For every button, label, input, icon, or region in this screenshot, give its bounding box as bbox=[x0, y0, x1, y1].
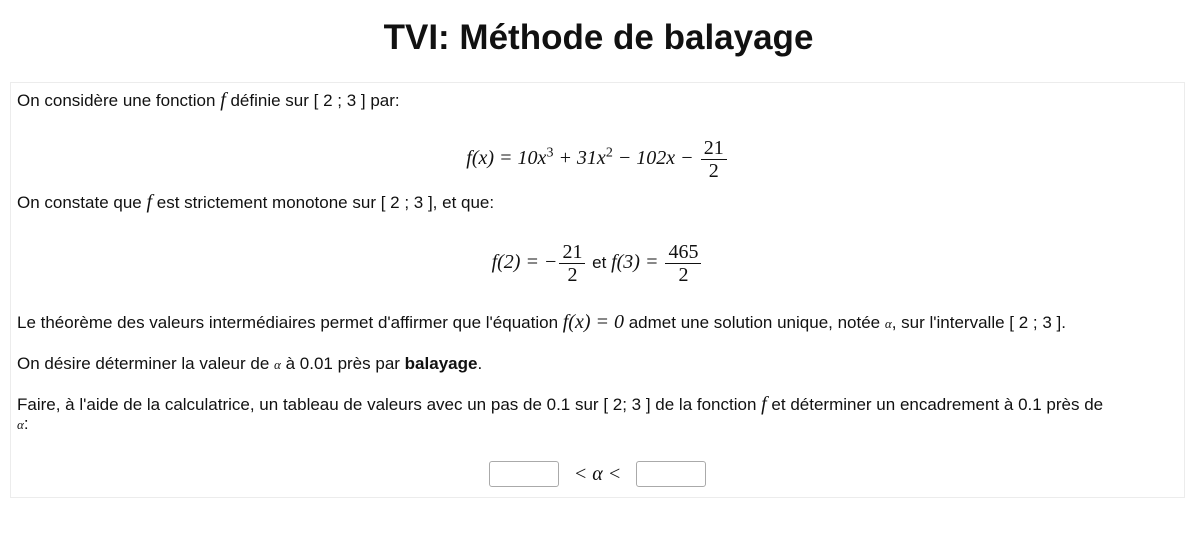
ivt-paragraph bbox=[17, 311, 1066, 335]
eq2-fraction-2-denominator: 2 bbox=[665, 263, 701, 286]
intro-text-after: définie sur [ 2 ; 3 ] par: bbox=[225, 91, 400, 110]
endpoint-values-equation bbox=[11, 241, 1184, 286]
intro-text-before: On considère une fonction bbox=[17, 91, 221, 110]
goal-text-before: On désire déterminer la valeur de bbox=[17, 354, 275, 373]
ivt-text-before: Le théorème des valeurs intermédiaires permet d'affirmer que l'équation bbox=[17, 313, 563, 332]
eq1-rest: − 102x − bbox=[612, 147, 694, 170]
lower-bound-input[interactable] bbox=[489, 461, 559, 487]
instruction-text-after: et déterminer un encadrement à 0.1 près de bbox=[766, 395, 1104, 414]
answer-row bbox=[11, 461, 1184, 487]
alpha-symbol: α bbox=[884, 316, 892, 331]
eq2-fraction-1-denominator: 2 bbox=[559, 263, 585, 286]
eq2-fraction-1-numerator: 21 bbox=[562, 241, 583, 263]
eq1-mid: + 31x bbox=[553, 147, 606, 170]
instruction-line2-after: : bbox=[23, 414, 29, 433]
eq2-fraction-1 bbox=[559, 241, 585, 286]
alpha-inequality: < α < bbox=[573, 462, 622, 485]
ivt-equation: f(x) = 0 bbox=[562, 311, 624, 333]
function-symbol: f bbox=[146, 191, 153, 213]
goal-bold-keyword: balayage bbox=[404, 354, 478, 373]
eq2-lhs-f2: f(2) = − bbox=[491, 251, 558, 274]
monotone-text-after: est strictement monotone sur [ 2 ; 3 ], et que: bbox=[152, 193, 495, 212]
goal-text-after: . bbox=[477, 354, 483, 373]
eq2-connector: et bbox=[587, 253, 612, 273]
monotone-paragraph bbox=[17, 191, 494, 214]
eq2-fraction-2 bbox=[665, 241, 701, 286]
instruction-paragraph-line2 bbox=[17, 413, 29, 436]
monotone-text-before: On constate que bbox=[17, 193, 147, 212]
eq2-fraction-2-numerator: 465 bbox=[668, 241, 699, 263]
ivt-text-middle: admet une solution unique, notée bbox=[624, 313, 885, 332]
intro-paragraph bbox=[17, 89, 400, 112]
eq1-exponent-3: 3 bbox=[546, 145, 554, 161]
eq1-lhs: f(x) = 10x bbox=[466, 147, 547, 170]
instruction-paragraph bbox=[17, 393, 1103, 416]
eq1-fraction-numerator: 21 bbox=[703, 137, 724, 159]
eq1-fraction-denominator: 2 bbox=[701, 159, 727, 182]
goal-paragraph bbox=[17, 353, 482, 376]
exercise-card bbox=[10, 82, 1185, 498]
upper-bound-input[interactable] bbox=[636, 461, 706, 487]
alpha-symbol: α bbox=[17, 417, 24, 432]
page-title: TVI: Méthode de balayage bbox=[383, 18, 814, 57]
goal-text-middle: à 0.01 près par bbox=[280, 354, 405, 373]
function-symbol: f bbox=[761, 393, 767, 415]
function-definition-equation bbox=[11, 137, 1184, 182]
eq2-lhs-f3: f(3) = bbox=[611, 251, 664, 274]
ivt-text-after: , sur l'intervalle [ 2 ; 3 ]. bbox=[891, 313, 1066, 332]
function-symbol: f bbox=[220, 89, 226, 111]
alpha-symbol: α bbox=[274, 357, 281, 372]
instruction-text-before: Faire, à l'aide de la calculatrice, un tableau de valeurs avec un pas de 0.1 sur [ 2; 3 ] de la fonction bbox=[17, 395, 762, 414]
eq1-exponent-2: 2 bbox=[605, 145, 613, 161]
eq1-fraction bbox=[701, 137, 727, 182]
